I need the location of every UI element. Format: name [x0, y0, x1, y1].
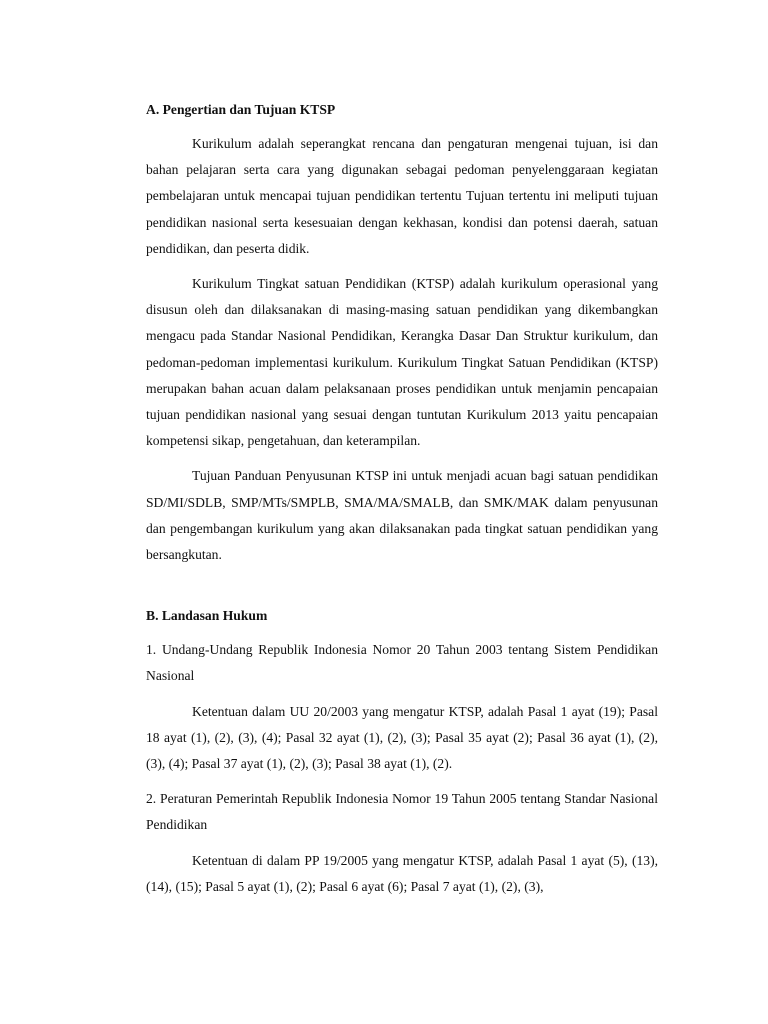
law-item-2-body: Ketentuan di dalam PP 19/2005 yang mengatur KTSP, adalah Pasal 1 ayat (5), (13), (14), (15); Pasal 5 ayat (1), (2); Pasal 6 ayat (6); Pasal 7 ayat (1), (2), (3),	[146, 852, 658, 894]
document-page	[146, 97, 658, 900]
section-a-paragraph-2: Kurikulum Tingkat satuan Pendidikan (KTSP) adalah kurikulum operasional yang disusun oleh dan dilaksanakan di masing-masing satuan pendidikan yang dikembangkan mengacu pada Standar Nasional Pendidikan, Kerangka Dasar Dan Struktur kurikulum, dan pedoman-pedoman implementasi kurikulum. Kurikulum Tingkat Satuan Pendidikan (KTSP) merupakan bahan acuan dalam pelaksanaan proses pendidikan untuk menjamin pencapaian tujuan pendidikan nasional yang sesuai dengan tuntutan Kurikulum 2013 yaitu pencapaian kompetensi sikap, pengetahuan, dan keterampilan.	[146, 276, 658, 449]
section-a-paragraph-3: Tujuan Panduan Penyusunan KTSP ini untuk menjadi acuan bagi satuan pendidikan SD/MI/SDLB, SMP/MTs/SMPLB, SMA/MA/SMALB, dan SMK/MAK dalam penyusunan dan pengembangan kurikulum yang akan dilaksanakan pada tingkat satuan pendidikan yang bersangkutan.	[146, 468, 658, 563]
law-item-1-title: 1. Undang-Undang Republik Indonesia Nomor 20 Tahun 2003 tentang Sistem Pendidikan Nasional	[146, 642, 658, 684]
spacer	[146, 454, 658, 463]
spacer	[146, 839, 658, 848]
section-b-heading: B. Landasan Hukum	[146, 608, 268, 624]
section-a-paragraph-1: Kurikulum adalah seperangkat rencana dan pengaturan mengenai tujuan, isi dan bahan pelajaran serta cara yang digunakan sebagai pedoman penyelenggaraan kegiatan pembelajaran untuk mencapai tujuan pendidikan tertentu Tujuan tertentu ini meliputi tujuan pendidikan nasional serta kesesuaian dengan kekhasan, kondisi dan potensi daerah, satuan pendidikan, dan peserta didik.	[146, 136, 658, 256]
section-a-heading: A. Pengertian dan Tujuan KTSP	[146, 102, 336, 117]
law-item-2-title: 2. Peraturan Pemerintah Republik Indonesia Nomor 19 Tahun 2005 tentang Standar Nasional Pendidikan	[146, 791, 658, 833]
spacer	[146, 629, 658, 637]
spacer	[146, 777, 658, 786]
spacer	[146, 262, 658, 271]
spacer	[146, 568, 658, 603]
spacer	[146, 123, 658, 131]
spacer	[146, 690, 658, 699]
law-item-1-body: Ketentuan dalam UU 20/2003 yang mengatur KTSP, adalah Pasal 1 ayat (19); Pasal 18 ayat (1), (2), (3), (4); Pasal 32 ayat (1), (2), (3); Pasal 35 ayat (2); Pasal 36 ayat (1), (2), (3), (4); Pasal 37 ayat (1), (2), (3); Pasal 38 ayat (1), (2).	[146, 703, 658, 772]
